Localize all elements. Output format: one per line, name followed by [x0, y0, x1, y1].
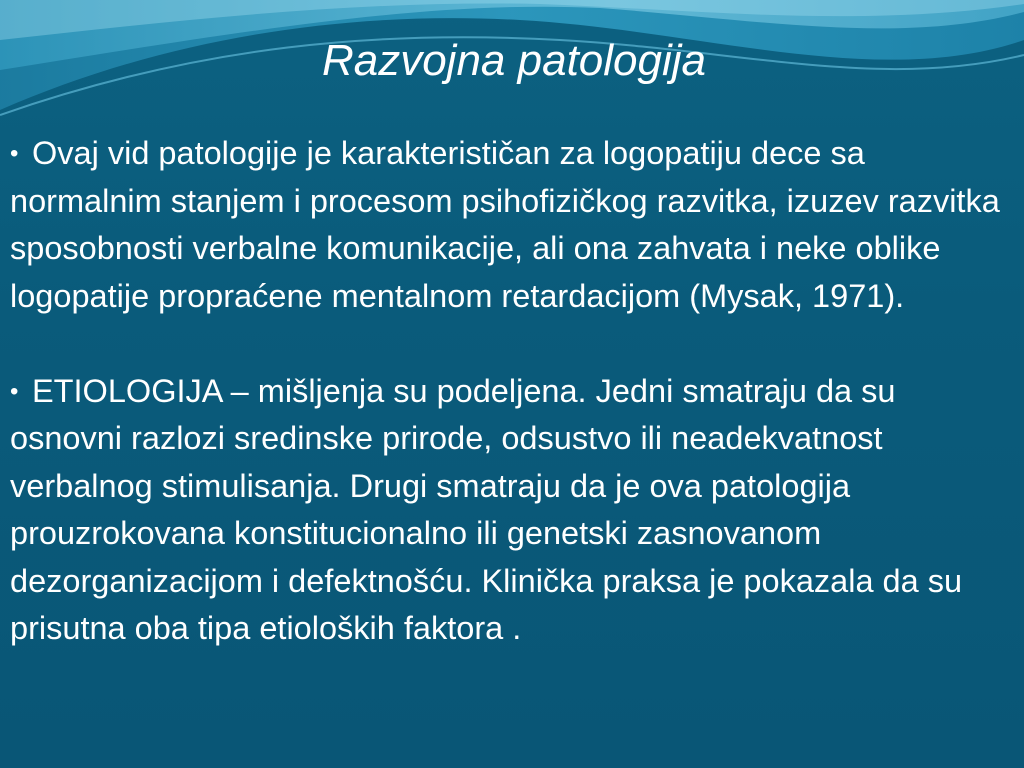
- bullet-icon: •: [10, 140, 19, 167]
- paragraph-text: Ovaj vid patologije je karakterističan za logopatiju dece sa normalnim stanjem i procesom psihofizičkog razvitka, izuzev razvitka sposobnosti verbalne komunikacije, ali ona zahvata i neke oblike logopatije propraćene mentalnom retardacijom (Mysak, 1971).: [10, 135, 1000, 314]
- slide-title: Razvojna patologija: [321, 36, 707, 85]
- paragraph-spacer: [10, 320, 1015, 368]
- bullet-icon: •: [10, 377, 19, 405]
- bullet-paragraph-1: [10, 130, 1015, 320]
- paragraph-text: ETIOLOGIJA – mišljenja su podeljena. Jedni smatraju da su osnovni razlozi sredinske prirode, odsustvo ili neadekvatnost verbalnog stimulisanja. Drugi smatraju da je ova patologija prouzrokovana konstitucionalno ili genetski zasnovanom dezorganizacijom i defektnošću. Klinička praksa je pokazala da su prisutna oba tipa etioloških faktora .: [10, 372, 963, 646]
- bullet-paragraph-2: [10, 368, 1015, 653]
- slide-body: [10, 130, 1015, 653]
